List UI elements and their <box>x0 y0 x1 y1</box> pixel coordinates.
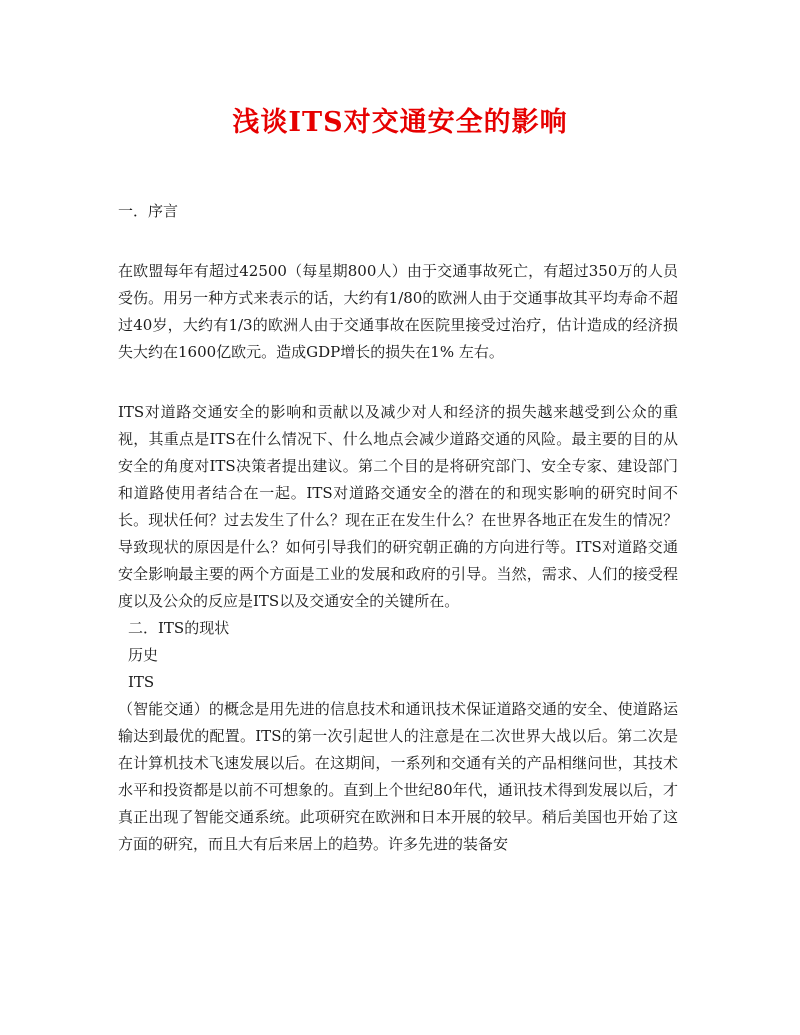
paragraph-eu-statistics: 在欧盟每年有超过42500（每星期800人）由于交通事故死亡，有超过350万的人员受伤。用另一种方式来表示的话，大约有1/80的欧洲人由于交通事故其平均寿命不超过40岁，大约有1/3的欧洲人由于交通事故在医院里接受过治疗，估计造成的经济损失大约在1600亿欧元。造成GDP增长的损失在1% 左右。 <box>118 262 678 361</box>
paragraph-its-safety-impact: ITS对道路交通安全的影响和贡献以及减少对人和经济的损失越来越受到公众的重视，其重点是ITS在什么情况下、什么地点会减少道路交通的风险。最主要的目的从安全的角度对ITS决策者提出建议。第二个目的是将研究部门、安全专家、建设部门和道路使用者结合在一起。ITS对道路交通安全的潜在的和现实影响的研究时间不长。现状任何？过去发生了什么？现在正在发生什么？在世界各地正在发生的情况？导致现状的原因是什么？如何引导我们的研究朝正确的方向进行等。ITS对道路交通安全影响最主要的两个方面是工业的发展和政府的引导。当然，需求、人们的接受程度以及公众的反应是ITS以及交通安全的关键所在。 <box>118 403 678 610</box>
document-title: 浅谈ITS对交通安全的影响 <box>232 107 568 138</box>
subheading-its: ITS <box>128 673 155 691</box>
section-heading-its-status: 二．ITS的现状 <box>128 619 230 637</box>
paragraph-its-concept: （智能交通）的概念是用先进的信息技术和通讯技术保证道路交通的安全、使道路运输达到最优的配置。ITS的第一次引起世人的注意是在二次世界大战以后。第二次是在计算机技术飞速发展以后。在这期间，一系列和交通有关的产品相继问世，其技术水平和投资都是以前不可想象的。直到上个世纪80年代，通讯技术得到发展以后，才真正出现了智能交通系统。此项研究在欧洲和日本开展的较早。稍后美国也开始了这方面的研究，而且大有后来居上的趋势。许多先进的装备安 <box>118 700 678 853</box>
document-body <box>118 198 678 858</box>
section-heading-preface: 一．序言 <box>118 202 179 220</box>
subheading-history: 历史 <box>128 646 159 664</box>
